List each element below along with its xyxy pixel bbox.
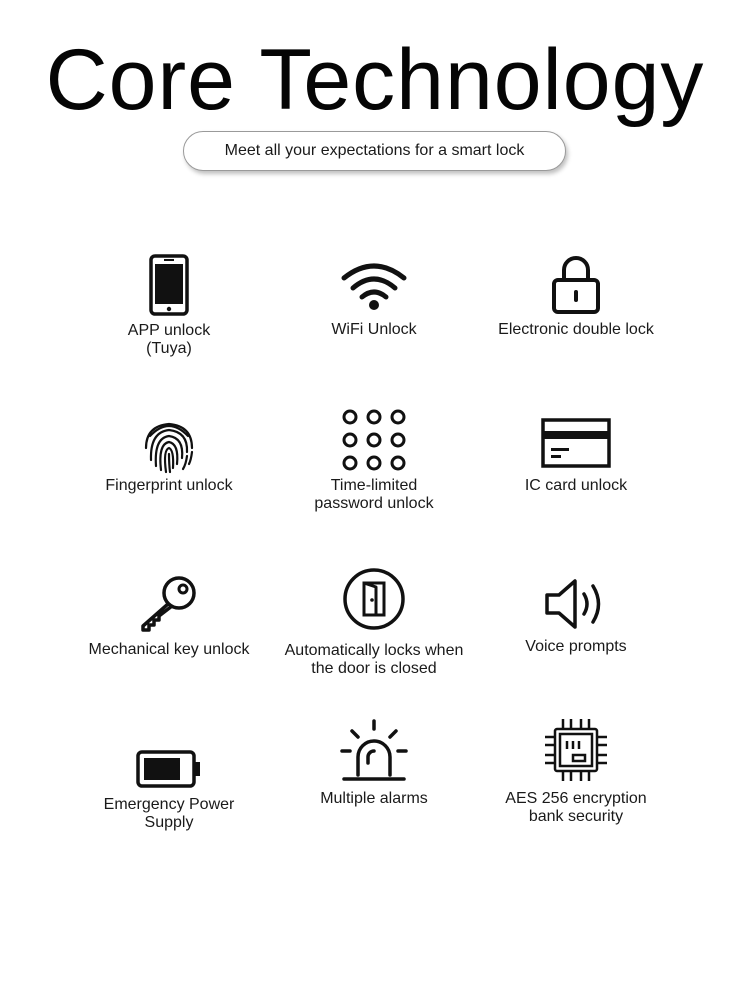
wifi-icon — [264, 260, 484, 312]
feature-label: WiFi Unlock — [331, 321, 417, 338]
feature-label: Emergency Power Supply — [103, 796, 235, 831]
smartphone-icon — [59, 254, 279, 316]
padlock-icon — [466, 254, 686, 314]
feature-label: Fingerprint unlock — [105, 477, 233, 494]
feature-label: Electronic double lock — [498, 321, 654, 338]
subtitle-text: Meet all your expectations for a smart lock — [224, 142, 525, 159]
feature-label: Automatically locks when the door is closed — [284, 642, 464, 677]
page-title: Core Technology — [45, 32, 705, 128]
keypad-icon — [264, 407, 484, 471]
speaker-icon — [466, 577, 686, 631]
fingerprint-icon — [59, 418, 279, 474]
alarm-icon — [264, 719, 484, 783]
feature-label: Time-limited password unlock — [314, 477, 434, 512]
feature-label: AES 256 encryption bank security — [505, 790, 647, 825]
chip-icon — [466, 717, 686, 783]
feature-label: IC card unlock — [524, 477, 628, 494]
key-icon — [59, 574, 279, 634]
feature-label: APP unlock (Tuya) — [127, 322, 211, 357]
feature-label: Voice prompts — [525, 638, 627, 655]
feature-label: Mechanical key unlock — [88, 641, 250, 658]
door-icon — [264, 567, 484, 631]
feature-label: Multiple alarms — [320, 790, 428, 807]
subtitle-badge — [183, 131, 566, 171]
battery-icon — [59, 750, 279, 788]
card-icon — [466, 418, 686, 470]
